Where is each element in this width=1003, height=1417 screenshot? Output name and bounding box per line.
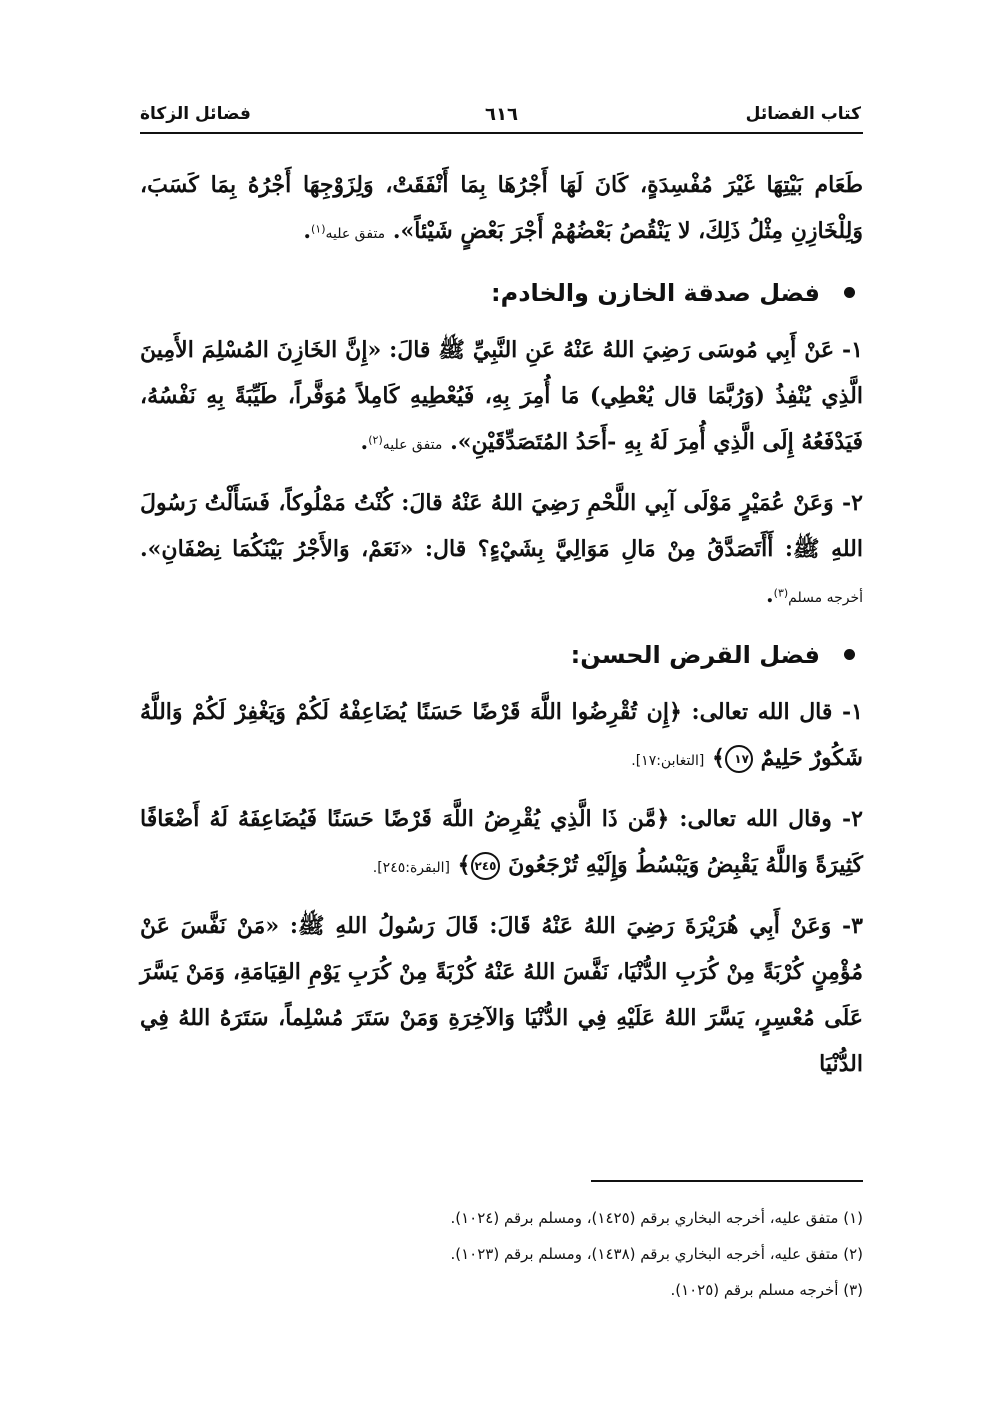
quran-intro: وقال الله تعالى: xyxy=(679,806,832,832)
footnotes xyxy=(140,1200,863,1308)
book-title: كتاب الفضائل xyxy=(745,104,861,124)
quran-intro: قال الله تعالى: xyxy=(691,699,833,725)
page-number: ٦١٦ xyxy=(485,104,518,125)
hadith-source: أخرجه مسلم$^{(٣)}$ xyxy=(773,586,863,606)
footnote: (١) متفق عليه، أخرجه البخاري برقم (١٤٢٥)، ومسلم برقم (١٠٢٤). xyxy=(450,1209,863,1227)
bullet-icon xyxy=(844,287,855,298)
hadith-text: عَنْ أَبِي مُوسَى رَضِيَ اللهُ عَنْهُ عَنِ النَّبِيِّ ﷺ قالَ: «إِنَّ الخَازِنَ المُسْلِمَ الأَمِينَ الَّذِي يُنْفِذُ (وَرُبَّمَا قال يُعْطِي) مَا أُمِرَ بِهِ، فَيُعْطِيهِ كَامِلاً مُوَفَّراً، طَيِّبَةً بِهِ نَفْسُهُ، فَيَدْفَعُهُ إِلَى الَّذِي أُمِرَ لَهُ بِهِ -أَحَدُ المُتَصَدِّقَيْنِ». xyxy=(140,337,863,455)
quran-verse: ﴿مَّن ذَا الَّذِي يُقْرِضُ اللَّهَ قَرْضًا حَسَنًا فَيُضَاعِفَهُ لَهُ أَضْعَافًا كَثِيرَةً وَاللَّهُ يَقْبِضُ وَيَبْسُطُ وَإِلَيْهِ تُرْجَعُونَ xyxy=(140,806,863,878)
footnote-marker: (١) xyxy=(311,222,326,236)
main-text xyxy=(140,162,863,1099)
footnote: (٣) أخرجه مسلم برقم (١٠٢٥). xyxy=(670,1281,863,1299)
footnote-rule xyxy=(591,1180,863,1182)
hadith-source: متفق عليه$^{(٢)}$ xyxy=(368,433,443,453)
footnote: (٢) متفق عليه، أخرجه البخاري برقم (١٤٣٨)، ومسلم برقم (١٠٢٣). xyxy=(450,1245,863,1263)
continued-hadith: طَعَام بَيْتِهَا غَيْرَ مُفْسِدَةٍ، كَانَ لَهَا أَجْرُهَا بِمَا أَنْفَقَتْ، وَلِزَوْجِهَا أَجْرُهُ بِمَا كَسَبَ، وَلِلْخَازِنِ مِثْلُ ذَلِكَ، لا يَنْقُصُ بَعْضُهُمْ أَجْرَ بَعْضٍ شَيْئاً». متفق عليه$^{(١)}$. xyxy=(140,172,863,244)
hadith-item xyxy=(140,903,863,1087)
quran-item: ١- قال الله تعالى: ﴿إِن تُقْرِضُوا اللَّهَ قَرْضًا حَسَنًا يُضَاعِفْهُ لَكُمْ وَيَغْفِرْ لَكُمْ وَاللَّهُ شَكُورٌ حَلِيمٌ ١٧﴾ [التغابن:١٧]. xyxy=(140,699,863,771)
hadith-item: ٢- وَعَنْ عُمَيْرٍ مَوْلَى آبِي اللَّحْمِ رَضِيَ اللهُ عَنْهُ قالَ: كُنْتُ مَمْلُوكاً، فَسَأَلْتُ رَسُولَ اللهِ ﷺ: أَأَتَصَدَّقُ مِنْ مَالِ مَوَالِيَّ بِشَيْءٍ؟ قال: «نَعَمْ، وَالأَجْرُ بَيْنَكُمَا نِصْفَانِ». أخرجه مسلم$^{(٣)}$. xyxy=(140,490,863,608)
continued-hadith-text: طَعَام بَيْتِهَا غَيْرَ مُفْسِدَةٍ، كَانَ لَهَا أَجْرُهَا بِمَا أَنْفَقَتْ، وَلِزَوْجِهَا أَجْرُهُ بِمَا كَسَبَ، وَلِلْخَازِنِ مِثْلُ ذَلِكَ، لا يَنْقُصُ بَعْضُهُمْ أَجْرَ بَعْضٍ شَيْئاً». xyxy=(140,172,863,244)
section-heading-treasurer: فضل صدقة الخازن والخادم: xyxy=(140,271,863,315)
quran-verse: ﴿إِن تُقْرِضُوا اللَّهَ قَرْضًا حَسَنًا يُضَاعِفْهُ لَكُمْ وَيَغْفِرْ لَكُمْ وَاللَّهُ شَكُورٌ حَلِيمٌ xyxy=(140,699,863,771)
item-number: ١- xyxy=(842,337,863,363)
item-number: ١- xyxy=(842,699,863,725)
item-number: ٢- xyxy=(842,806,863,832)
footnote-marker: (٣) xyxy=(773,586,789,600)
running-header xyxy=(140,100,863,134)
verse-reference: [التغابن:١٧]. xyxy=(631,753,705,769)
hadith-text: وَعَنْ عُمَيْرٍ مَوْلَى آبِي اللَّحْمِ رَضِيَ اللهُ عَنْهُ قالَ: كُنْتُ مَمْلُوكاً، فَسَأَلْتُ رَسُولَ اللهِ ﷺ: أَأَتَصَدَّقُ مِنْ مَالِ مَوَالِيَّ بِشَيْءٍ؟ قال: «نَعَمْ، وَالأَجْرُ بَيْنَكُمَا نِصْفَانِ». xyxy=(140,490,863,562)
verse-reference: [البقرة:٢٤٥]. xyxy=(372,860,450,876)
item-number: ٢- xyxy=(842,490,863,516)
hadith-source: متفق عليه$^{(١)}$ xyxy=(311,222,386,242)
verse-number-icon: ٢٤٥ xyxy=(471,852,501,880)
section-heading-good-loan: فضل القرض الحسن: xyxy=(140,633,863,677)
hadith-item: ١- عَنْ أَبِي مُوسَى رَضِيَ اللهُ عَنْهُ عَنِ النَّبِيِّ ﷺ قالَ: «إِنَّ الخَازِنَ المُسْلِمَ الأَمِينَ الَّذِي يُنْفِذُ (وَرُبَّمَا قال يُعْطِي) مَا أُمِرَ بِهِ، فَيُعْطِيهِ كَامِلاً مُوَفَّراً، طَيِّبَةً بِهِ نَفْسُهُ، فَيَدْفَعُهُ إِلَى الَّذِي أُمِرَ لَهُ بِهِ -أَحَدُ المُتَصَدِّقَيْنِ». متفق عليه$^{(٢)}$. xyxy=(140,337,863,455)
footnote-marker: (٢) xyxy=(368,433,383,447)
item-number: ٣- xyxy=(842,913,863,939)
bullet-icon xyxy=(844,649,855,660)
hadith-text: وَعَنْ أَبِي هُرَيْرَةَ رَضِيَ اللهُ عَنْهُ قَالَ: قَالَ رَسُولُ اللهِ ﷺ: «مَنْ نَفَّسَ عَنْ مُؤْمِنٍ كُرْبَةً مِنْ كُرَبِ الدُّنْيَا، نَفَّسَ اللهُ عَنْهُ كُرْبَةً مِنْ كُرَبِ يَوْمِ القِيَامَةِ، وَمَنْ يَسَّرَ عَلَى مُعْسِرٍ، يَسَّرَ اللهُ عَلَيْهِ فِي الدُّنْيَا وَالآخِرَةِ وَمَنْ سَتَرَ مُسْلِماً، سَتَرَهُ اللهُ فِي الدُّنْيَا xyxy=(140,913,864,1077)
verse-number-icon: ١٧ xyxy=(725,745,753,773)
chapter-title: فضائل الزكاة xyxy=(140,104,251,124)
quran-item: ٢- وقال الله تعالى: ﴿مَّن ذَا الَّذِي يُقْرِضُ اللَّهَ قَرْضًا حَسَنًا فَيُضَاعِفَهُ لَهُ أَضْعَافًا كَثِيرَةً وَاللَّهُ يَقْبِضُ وَيَبْسُطُ وَإِلَيْهِ تُرْجَعُونَ ٢٤٥﴾ [البقرة:٢٤٥]. xyxy=(140,806,863,878)
header-rule xyxy=(140,132,863,134)
